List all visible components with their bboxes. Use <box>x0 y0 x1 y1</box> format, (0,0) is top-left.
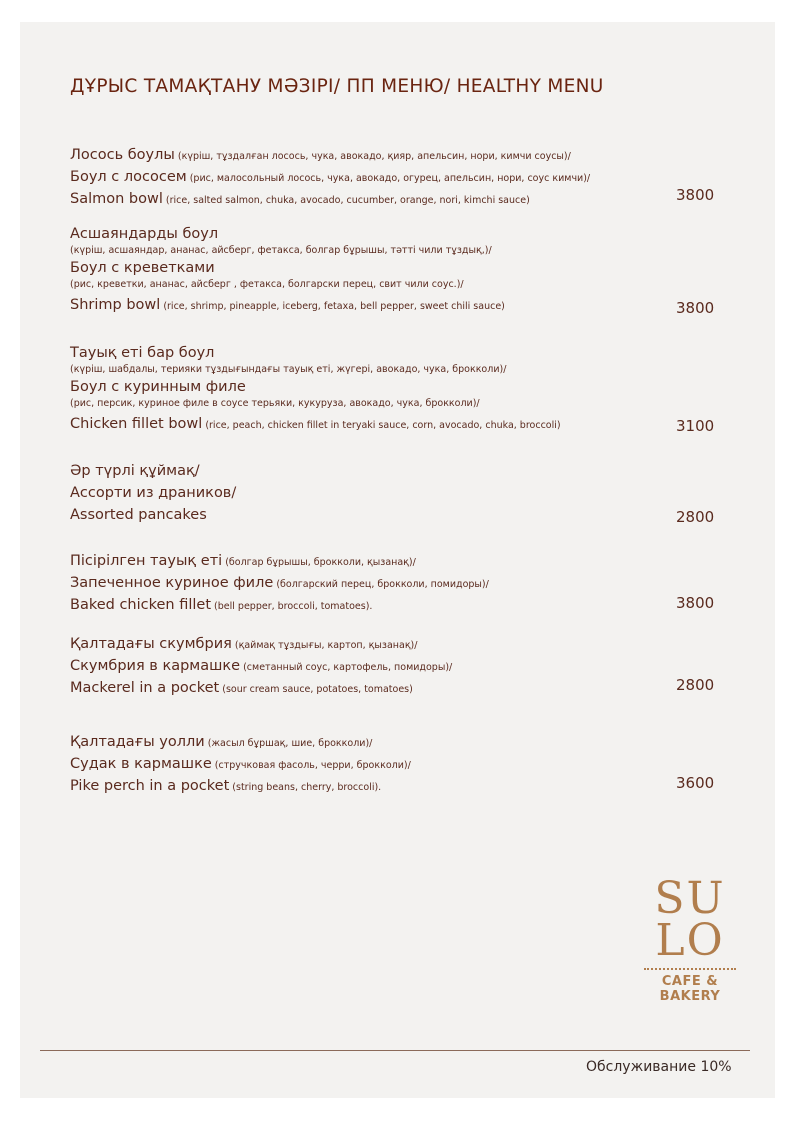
price-salmon-bowl: 3800 <box>676 186 715 204</box>
item-ru-desc: (рис, персик, куриное филе в соусе терьяки, кукуруза, авокадо, чука, брокколи)/ <box>70 398 480 409</box>
item-en-line: Shrimp bowl (rice, shrimp, pineapple, iceberg, fetaxa, bell pepper, sweet chili sauce) <box>70 297 505 313</box>
menu-item-baked-chicken-fillet <box>70 550 720 616</box>
item-kz-line: Лосось боулы (күріш, тұздалған лосось, чука, авокадо, қияр, апельсин, нори, кимчи соусы)/ <box>70 147 571 163</box>
item-ru-name: Ассорти из драников/ <box>70 485 237 501</box>
service-charge-note: Обслуживание 10% <box>586 1059 732 1075</box>
item-kz-line: Қалтадағы скумбрия (қаймақ тұздығы, картоп, қызанақ)/ <box>70 636 418 652</box>
item-en-name: Assorted pancakes <box>70 507 207 523</box>
item-kz-line: Пісірілген тауық еті (болгар бұрышы, брокколи, қызанақ)/ <box>70 553 416 569</box>
item-ru-name: Боул с куринным филе <box>70 379 246 395</box>
item-ru-line: Судак в кармашке (стручковая фасоль, черри, брокколи)/ <box>70 756 411 772</box>
item-en-line: Pike perch in a pocket (string beans, cherry, broccoli). <box>70 778 382 794</box>
logo-line-1: SU <box>654 873 726 924</box>
price-chicken-fillet-bowl: 3100 <box>676 417 715 435</box>
item-kz-name: Тауық еті бар боул <box>70 345 215 361</box>
menu-item-shrimp-bowl <box>70 226 720 314</box>
menu-title: ДҰРЫС ТАМАҚТАНУ МӘЗІРІ/ ПП МЕНЮ/ HEALTHY MENU <box>70 76 604 97</box>
item-en-line: Baked chicken fillet (bell pepper, broccoli, tomatoes). <box>70 597 373 613</box>
price-assorted-pancakes: 2800 <box>676 508 715 526</box>
item-kz-line: Қалтадағы уолли (жасыл бұршақ, шие, брокколи)/ <box>70 734 373 750</box>
item-en-line: Chicken fillet bowl (rice, peach, chicken fillet in teryaki sauce, corn, avocado, chuka, broccoli) <box>70 416 561 432</box>
logo-tagline: CAFE & BAKERY <box>659 974 721 1004</box>
menu-item-mackerel <box>70 633 720 699</box>
sulo-logo <box>640 873 740 1004</box>
item-ru-line: Скумбрия в кармашке (сметанный соус, картофель, помидоры)/ <box>70 658 453 674</box>
price-pike-perch: 3600 <box>676 774 715 792</box>
item-ru-line: Запеченное куриное филе (болгарский перец, брокколи, помидоры)/ <box>70 575 489 591</box>
item-kz-name: Асшаяндарды боул <box>70 226 219 242</box>
item-ru-name: Боул с креветками <box>70 260 215 276</box>
price-mackerel: 2800 <box>676 676 715 694</box>
menu-item-salmon-bowl <box>70 144 720 210</box>
logo-line-2: LO <box>655 915 725 966</box>
item-kz-name: Әр түрлі құймақ/ <box>70 463 200 479</box>
footer-divider <box>40 1050 750 1051</box>
menu-item-chicken-fillet-bowl <box>70 345 720 433</box>
item-en-line: Mackerel in a pocket (sour cream sauce, potatoes, tomatoes) <box>70 680 413 696</box>
price-shrimp-bowl: 3800 <box>676 299 715 317</box>
item-en-line: Salmon bowl (rice, salted salmon, chuka, avocado, cucumber, orange, nori, kimchi sauce) <box>70 191 530 207</box>
menu-item-pike-perch <box>70 731 720 797</box>
logo-divider <box>644 968 736 970</box>
item-ru-desc: (рис, креветки, ананас, айсберг , фетакса, болгарски перец, свит чили соус.)/ <box>70 279 464 290</box>
price-baked-chicken-fillet: 3800 <box>676 594 715 612</box>
item-kz-desc: (күріш, асшаяндар, ананас, айсберг, фетакса, болгар бұрышы, тәтті чили тұздық,)/ <box>70 245 492 256</box>
menu-item-assorted-pancakes <box>70 463 720 529</box>
item-kz-desc: (күріш, шабдалы, терияки тұздығындағы тауық еті, жүгері, авокадо, чука, брокколи)/ <box>70 364 507 375</box>
item-ru-line: Боул с лососем (рис, малосольный лосось, чука, авокадо, огурец, апельсин, нори, соус кимчи)/ <box>70 169 591 185</box>
